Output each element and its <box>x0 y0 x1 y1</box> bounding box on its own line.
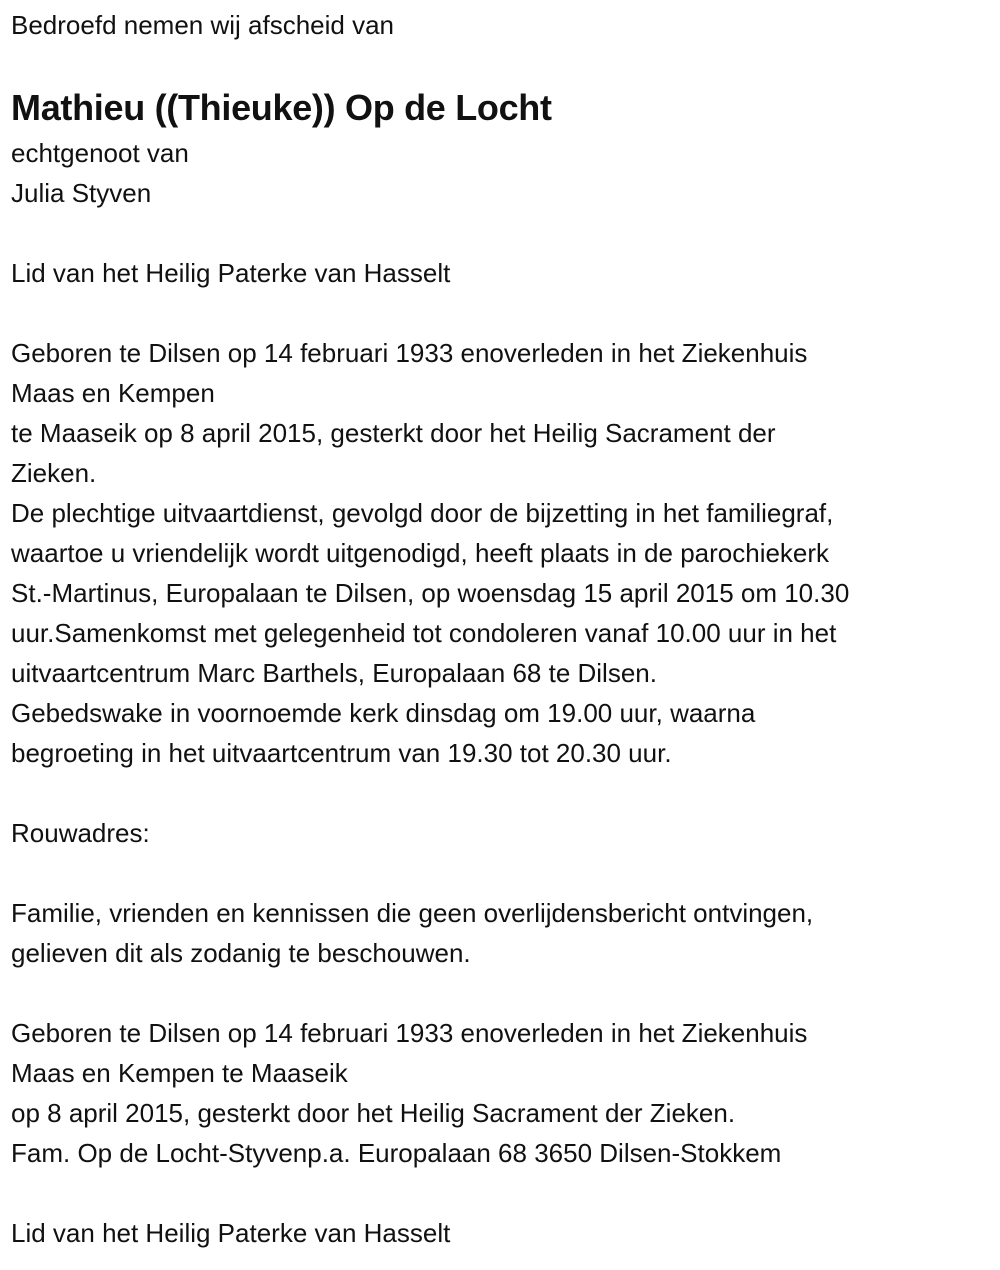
text-line: begroeting in het uitvaartcentrum van 19.30 tot 20.30 uur. <box>11 738 672 768</box>
notice-paragraph <box>11 893 1000 973</box>
text-line: St.-Martinus, Europalaan te Dilsen, op woensdag 15 april 2015 om 10.30 <box>11 578 850 608</box>
text-line: Familie, vrienden en kennissen die geen overlijdensbericht ontvingen, <box>11 898 814 928</box>
text-line: Geboren te Dilsen op 14 februari 1933 enoverleden in het Ziekenhuis <box>11 1018 808 1048</box>
text-line: uur.Samenkomst met gelegenheid tot condoleren vanaf 10.00 uur in het <box>11 618 837 648</box>
text-line: waartoe u vriendelijk wordt uitgenodigd, heeft plaats in de parochiekerk <box>11 538 830 568</box>
main-paragraph <box>11 333 1000 773</box>
address-label: Rouwadres: <box>11 818 150 848</box>
membership-text: Lid van het Heilig Paterke van Hasselt <box>11 258 451 288</box>
intro-text: Bedroefd nemen wij afscheid van <box>11 10 395 40</box>
repeat-paragraph <box>11 1013 1000 1173</box>
spouse-name: Julia Styven <box>11 178 152 208</box>
deceased-name: Mathieu ((Thieuke)) Op de Locht <box>11 87 552 128</box>
text-line: Gebedswake in voornoemde kerk dinsdag om 19.00 uur, waarna <box>11 698 756 728</box>
text-line: Geboren te Dilsen op 14 februari 1933 enoverleden in het Ziekenhuis <box>11 338 808 368</box>
text-line: Fam. Op de Locht-Styvenp.a. Europalaan 68 3650 Dilsen-Stokkem <box>11 1138 782 1168</box>
membership-text-repeat: Lid van het Heilig Paterke van Hasselt <box>11 1218 451 1248</box>
text-line: Maas en Kempen te Maaseik <box>11 1058 348 1088</box>
text-line: Maas en Kempen <box>11 378 215 408</box>
spouse-label: echtgenoot van <box>11 138 189 168</box>
text-line: De plechtige uitvaartdienst, gevolgd door de bijzetting in het familiegraf, <box>11 498 834 528</box>
text-line: te Maaseik op 8 april 2015, gesterkt door het Heilig Sacrament der <box>11 418 776 448</box>
text-line: gelieven dit als zodanig te beschouwen. <box>11 938 471 968</box>
text-line: op 8 april 2015, gesterkt door het Heilig Sacrament der Zieken. <box>11 1098 736 1128</box>
text-line: uitvaartcentrum Marc Barthels, Europalaan 68 te Dilsen. <box>11 658 657 688</box>
text-line: Zieken. <box>11 458 97 488</box>
